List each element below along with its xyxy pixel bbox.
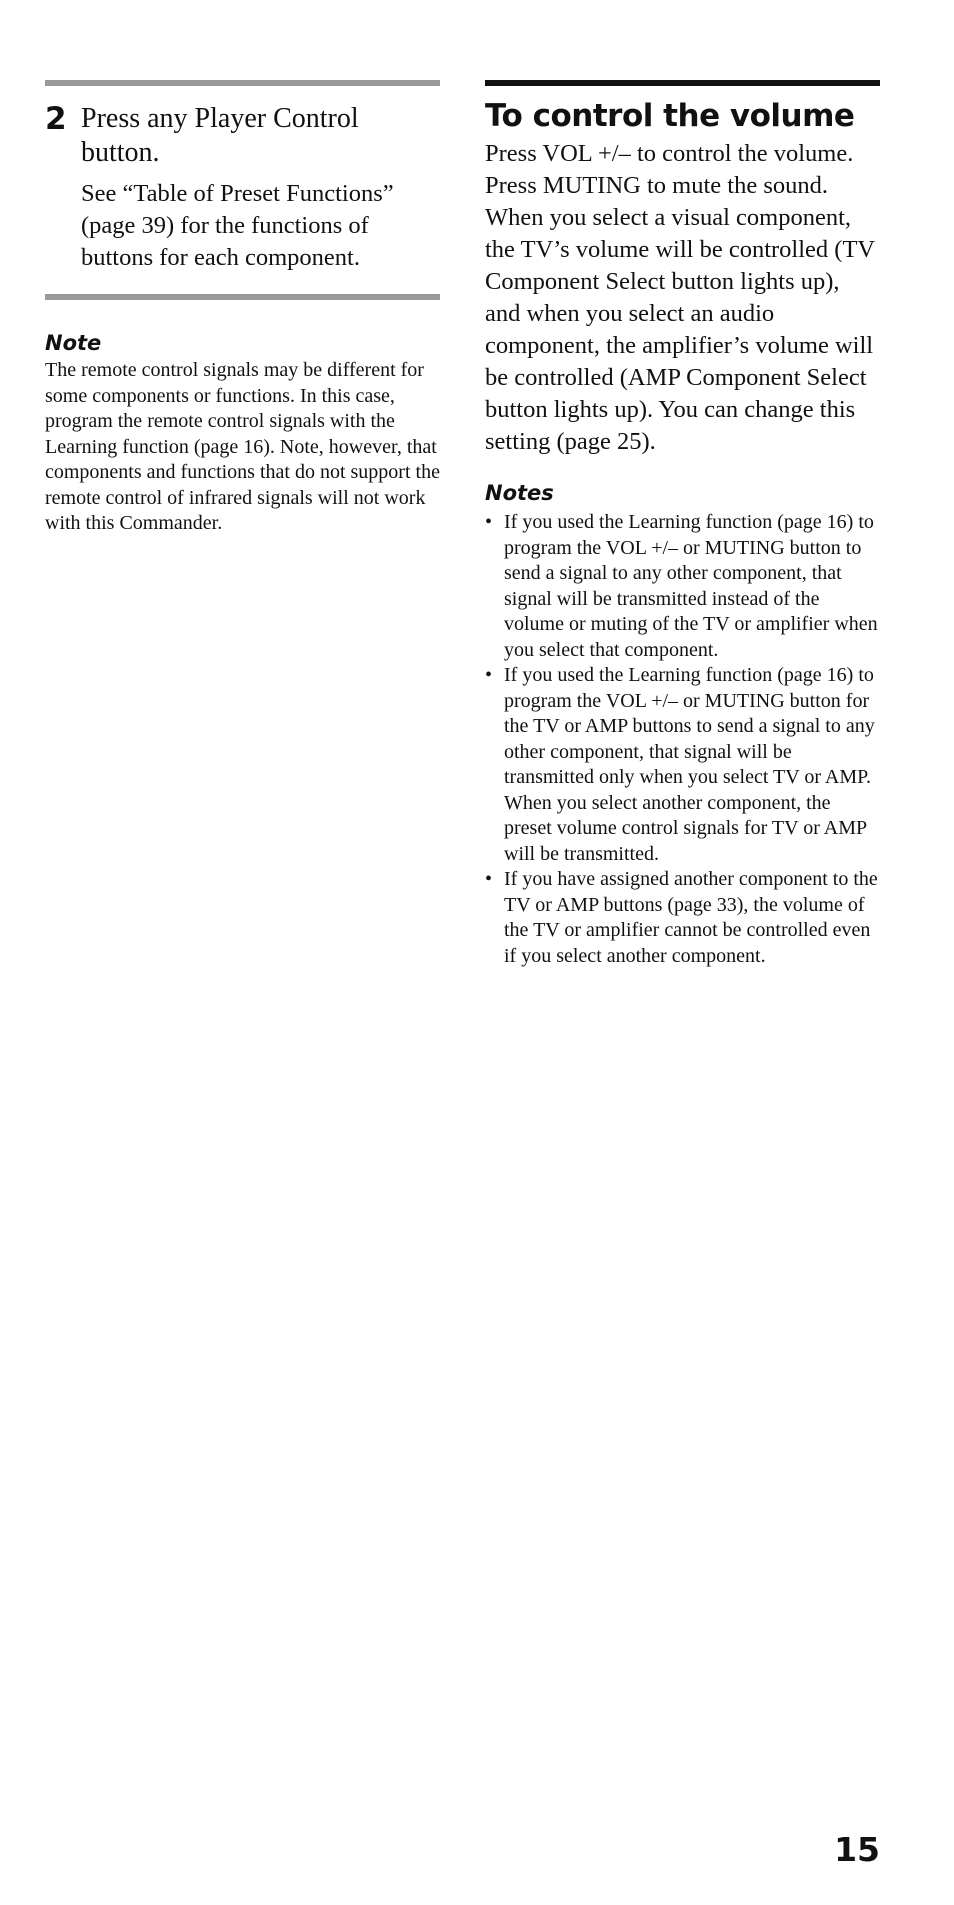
step-number: 2 bbox=[45, 101, 67, 137]
list-item bbox=[485, 510, 880, 663]
step-title: Press any Player Control button. bbox=[81, 103, 359, 168]
notes-heading: Notes bbox=[485, 481, 554, 505]
page-number: 15 bbox=[834, 1830, 880, 1869]
step-bottom-rule bbox=[45, 294, 440, 300]
notes-list bbox=[485, 510, 880, 969]
bullet-icon: • bbox=[485, 511, 493, 533]
list-item bbox=[485, 867, 880, 969]
step-block bbox=[45, 86, 440, 288]
note-item-text: If you used the Learning function (page 16) to program the VOL +/– or MUTING button to send a signal to any other component, that signal will be transmitted instead of the volume or muting of the TV or amplifier when you select that component. bbox=[504, 511, 878, 661]
bullet-icon: • bbox=[485, 868, 493, 890]
note-heading: Note bbox=[45, 331, 102, 355]
note-item-text: If you used the Learning function (page 16) to program the VOL +/– or MUTING button for the TV or AMP buttons to send a signal to any other component, that signal will be transmitted only when you select TV or AMP. When you select another component, the preset volume control signals for TV or AMP will be transmitted. bbox=[504, 664, 875, 865]
section-title: To control the volume bbox=[485, 98, 855, 134]
right-column bbox=[485, 80, 880, 969]
bullet-icon: • bbox=[485, 664, 493, 686]
section-top-rule bbox=[485, 80, 880, 86]
step-body: See “Table of Preset Functions” (page 39) for the functions of buttons for each component. bbox=[81, 180, 394, 271]
left-column bbox=[45, 80, 440, 537]
volume-paragraph-1: Press VOL +/– to control the volume. Press MUTING to mute the sound. bbox=[485, 140, 854, 199]
list-item bbox=[485, 663, 880, 867]
note-body: The remote control signals may be different for some components or functions. In this case, program the remote control signals with the Learning function (page 16). Note, however, that components and functions that do not support the remote control of infrared signals will not work with this Commander. bbox=[45, 359, 440, 534]
note-item-text: If you have assigned another component to the TV or AMP buttons (page 33), the volume of the TV or amplifier cannot be controlled even if you select another component. bbox=[504, 868, 878, 967]
volume-paragraph-2: When you select a visual component, the TV’s volume will be controlled (TV Component Select button lights up), and when you select an audio component, the amplifier’s volume will be controlled (AMP Component Select button lights up). You can change this setting (page 25). bbox=[485, 204, 875, 455]
